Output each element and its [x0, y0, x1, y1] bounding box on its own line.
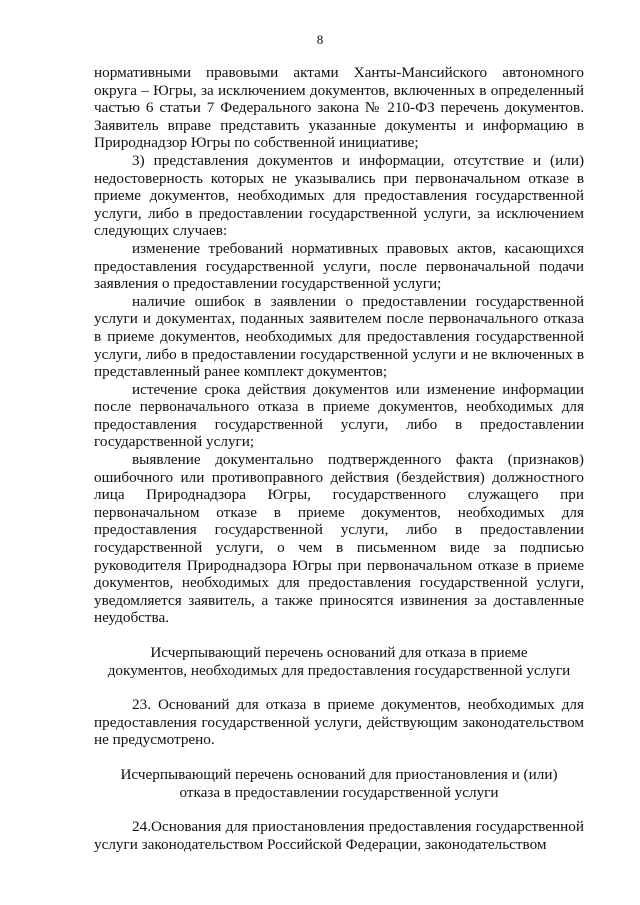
paragraph-23: 23. Оснований для отказа в приеме документов, необходимых для предоставления государственной услуги, действующим законодательством не предусмотрено.	[94, 696, 584, 749]
paragraph-case-expiry: истечение срока действия документов или изменение информации после первоначального отказа в приеме документов, необходимых для предоставления государственной услуги, либо в предоставлении государственной услуги;	[94, 380, 584, 451]
paragraph-case-errors: наличие ошибок в заявлении о предоставлении государственной услуги и документах, поданных заявителем после первоначального отказа в приеме документов, необходимых для предоставления государственной услуги, либо в предоставлении государственной услуги и не включенных в представленный ранее комплект документов;	[94, 292, 584, 381]
paragraph-case-misconduct: выявление документально подтвержденного факта (признаков) ошибочного или противоправного действия (бездействия) должностного лица Природнадзора Югры, государственного служащего при первоначальном отказе в приеме документов, необходимых для предоставления государственной услуги, либо в предоставлении государственной услуги, о чем в письменном виде за подписью руководителя Природнадзора Югры при первоначальном отказе в приеме документов, необходимых для предоставления государственной услуги, уведомляется заявитель, а также приносятся извинения за доставленные неудобства.	[94, 451, 584, 627]
document-body	[94, 64, 584, 853]
section-heading-line: документов, необходимых для предоставления государственной услуги	[107, 661, 571, 679]
paragraph-case-requirements-change: изменение требований нормативных правовых актов, касающихся предоставления государственной услуги, после первоначальной подачи заявления о предоставлении государственной услуги;	[94, 239, 584, 293]
paragraph-24: 24.Основания для приостановления предоставления государственной услуги законодательством Российской Федерации, законодательством	[94, 818, 584, 853]
page-number: 8	[316, 32, 324, 47]
section-heading-line: отказа в предоставлении государственной услуги	[179, 783, 499, 801]
section-heading-line: Исчерпывающий перечень оснований для отказа в приеме	[150, 644, 528, 661]
section-heading-line: Исчерпывающий перечень оснований для приостановления и (или)	[120, 765, 558, 783]
paragraph-continuation: нормативными правовыми актами Ханты-Мансийского автономного округа – Югры, за исключением документов, включенных в определенный частью 6 статьи 7 Федерального закона № 210-ФЗ перечень документов. Заявитель вправе представить указанные документы и информацию в Природнадзор Югры по собственной инициативе;	[94, 64, 584, 152]
paragraph-item-3: 3) представления документов и информации, отсутствие и (или) недостоверность которых не указывались при первоначальном отказе в приеме документов, необходимых для предоставления государственной услуги, либо в предоставлении государственной услуги, за исключением следующих случаев:	[94, 151, 584, 240]
